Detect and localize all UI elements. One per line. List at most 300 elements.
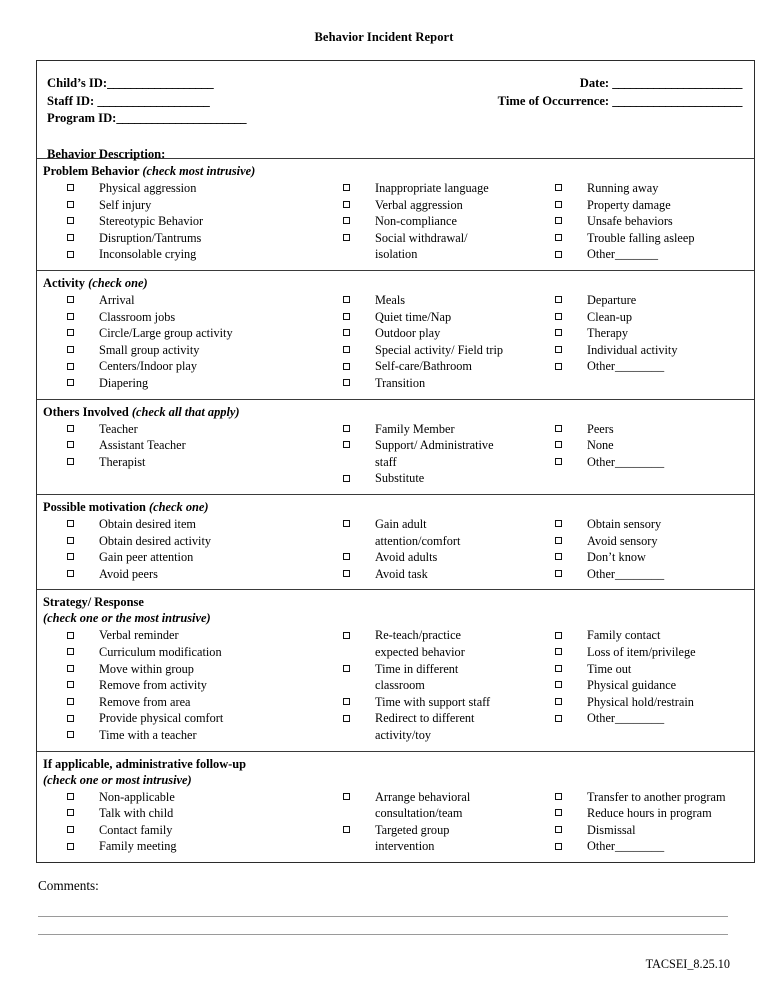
option-column-1 [67, 180, 367, 263]
checkbox-icon[interactable] [555, 537, 562, 544]
option-label: Provide physical comfort [99, 711, 224, 726]
option-label: Disruption/Tantrums [99, 230, 202, 245]
option-columns [37, 292, 754, 395]
option-label: Meals [375, 293, 406, 307]
checkbox-option[interactable] [343, 358, 558, 375]
checkbox-option[interactable] [343, 325, 558, 342]
option-label: Social withdrawal/ [375, 230, 468, 245]
checkbox-icon[interactable] [555, 632, 562, 639]
checkbox-icon[interactable] [555, 329, 562, 336]
option-label: Remove from area [99, 694, 191, 709]
section-possible-motivation [37, 495, 754, 590]
id-field-line[interactable] [47, 75, 246, 93]
option-label: Unsafe behaviors [587, 214, 673, 229]
checkbox-option[interactable] [343, 309, 558, 326]
checkbox-option[interactable] [67, 727, 367, 744]
checkbox-icon[interactable] [555, 425, 562, 432]
checkbox-icon[interactable] [343, 475, 350, 482]
checkbox-option[interactable] [67, 710, 367, 727]
checkbox-option[interactable] [343, 292, 558, 309]
checkbox-icon[interactable] [343, 296, 350, 303]
option-label: Obtain sensory [587, 516, 662, 531]
id-field-blank[interactable]: ______________________ [116, 111, 247, 125]
checkbox-option[interactable] [343, 421, 558, 438]
option-label: Special activity/ Field trip [375, 342, 504, 357]
option-label: Teacher [99, 421, 138, 436]
option-label: Other________ [587, 454, 665, 469]
checkbox-option[interactable] [555, 661, 755, 678]
behavior-description-label: Behavior Description: [47, 147, 166, 161]
checkbox-option[interactable] [67, 789, 367, 806]
checkbox-option[interactable] [555, 246, 755, 263]
checkbox-icon[interactable] [67, 458, 74, 465]
checkbox-icon[interactable] [67, 184, 74, 191]
option-label: Support/ Administrative [375, 438, 494, 453]
checkbox-icon[interactable] [67, 201, 74, 208]
option-label: Family Member [375, 421, 455, 436]
id-field-blank[interactable]: ___________________ [97, 93, 210, 108]
id-field-line[interactable] [498, 93, 742, 111]
checkbox-option[interactable] [67, 197, 367, 214]
option-label: Inappropriate language [375, 181, 489, 195]
section-hint-second-line: (check one or the most intrusive) [43, 611, 211, 626]
checkbox-option[interactable] [67, 325, 367, 342]
checkbox-option[interactable] [67, 516, 367, 533]
identification-section [37, 61, 754, 159]
option-label: Therapy [587, 326, 628, 341]
option-label: Move within group [99, 661, 194, 676]
checkbox-option[interactable] [343, 789, 558, 806]
checkbox-option[interactable] [343, 180, 558, 197]
option-label: Arrival [99, 293, 135, 307]
checkbox-option[interactable] [67, 230, 367, 247]
option-label: consultation/team [375, 806, 463, 821]
option-columns [37, 627, 754, 746]
checkbox-icon[interactable] [555, 793, 562, 800]
option-label: Avoid adults [375, 550, 438, 565]
option-wrapped-text [343, 246, 558, 263]
option-column-1 [67, 516, 367, 582]
section-strategy-response [37, 590, 754, 751]
comments-line-2[interactable] [38, 934, 728, 935]
checkbox-icon[interactable] [67, 379, 74, 386]
checkbox-icon[interactable] [343, 520, 350, 527]
checkbox-option[interactable] [67, 213, 367, 230]
checkbox-option[interactable] [67, 342, 367, 359]
checkbox-icon[interactable] [555, 346, 562, 353]
checkbox-icon[interactable] [67, 681, 74, 688]
option-label: Avoid sensory [587, 533, 658, 548]
checkbox-option[interactable] [343, 822, 558, 839]
checkbox-option[interactable] [555, 292, 755, 309]
checkbox-option[interactable] [67, 309, 367, 326]
section-heading-text: Possible motivation [43, 499, 150, 514]
option-label: Stereotypic Behavior [99, 214, 204, 229]
checkbox-icon[interactable] [67, 731, 74, 738]
option-wrapped-text [343, 677, 558, 694]
checkbox-option[interactable] [67, 454, 367, 471]
checkbox-option[interactable] [555, 309, 755, 326]
option-label: Don’t know [587, 550, 646, 565]
checkbox-icon[interactable] [343, 441, 350, 448]
option-label: None [587, 438, 614, 453]
checkbox-option[interactable] [555, 710, 755, 727]
checkbox-option[interactable] [67, 246, 367, 263]
document-footer: TACSEI_8.25.10 [645, 957, 730, 971]
option-wrapped-text [343, 644, 558, 661]
option-column-3 [555, 292, 755, 375]
id-field-blank[interactable]: ______________________ [612, 76, 742, 90]
checkbox-option[interactable] [67, 421, 367, 438]
checkbox-option[interactable] [343, 627, 558, 644]
section-heading-text: Activity [43, 276, 89, 290]
section-administrative-follow-up [37, 752, 754, 862]
option-label: Family contact [587, 628, 661, 643]
checkbox-icon[interactable] [343, 698, 350, 705]
checkbox-icon[interactable] [67, 715, 74, 722]
id-field-line[interactable] [47, 110, 246, 128]
checkbox-option[interactable] [67, 358, 367, 375]
checkbox-option[interactable] [555, 437, 755, 454]
section-heading-text: If applicable, administrative follow-up [43, 756, 247, 771]
checkbox-option[interactable] [67, 694, 367, 711]
option-label: Non-applicable [99, 789, 175, 804]
checkbox-icon[interactable] [555, 665, 562, 672]
section-hint: (check one) [88, 276, 148, 290]
checkbox-option[interactable] [555, 644, 755, 661]
section-hint: (check one) [149, 499, 209, 514]
checkbox-icon[interactable] [67, 346, 74, 353]
checkbox-icon[interactable] [343, 184, 350, 191]
option-label: Diapering [99, 375, 149, 390]
checkbox-icon[interactable] [67, 217, 74, 224]
option-label: Time out [587, 661, 632, 676]
section-heading [37, 163, 754, 180]
checkbox-option[interactable] [343, 213, 558, 230]
checkbox-option[interactable] [555, 805, 755, 822]
checkbox-option[interactable] [67, 549, 367, 566]
option-label: Other________ [587, 839, 665, 854]
checkbox-option[interactable] [555, 533, 755, 550]
option-label: Other_______ [587, 247, 659, 262]
option-column-3 [555, 421, 755, 471]
option-label: Gain peer attention [99, 550, 194, 565]
option-column-2 [343, 516, 558, 582]
checkbox-option[interactable] [555, 180, 755, 197]
checkbox-icon[interactable] [343, 793, 350, 800]
checkbox-icon[interactable] [67, 251, 74, 258]
checkbox-option[interactable] [343, 470, 558, 487]
checkbox-option[interactable] [343, 342, 558, 359]
checkbox-option[interactable] [343, 375, 558, 392]
checkbox-icon[interactable] [67, 648, 74, 655]
option-wrapped-text [343, 838, 558, 855]
option-label: Other________ [587, 711, 665, 726]
option-label: Inconsolable crying [99, 247, 197, 262]
section-hint-second-line: (check one or most intrusive) [43, 772, 192, 787]
option-label: Substitute [375, 471, 425, 486]
checkbox-icon[interactable] [67, 363, 74, 370]
checkbox-icon[interactable] [343, 665, 350, 672]
id-field-line[interactable] [47, 93, 246, 111]
checkbox-icon[interactable] [343, 379, 350, 386]
checkbox-icon[interactable] [67, 520, 74, 527]
option-label: Avoid peers [99, 566, 158, 581]
option-label: Time with a teacher [99, 727, 197, 742]
checkbox-option[interactable] [67, 822, 367, 839]
checkbox-icon[interactable] [67, 537, 74, 544]
checkbox-option[interactable] [343, 197, 558, 214]
option-label: Dismissal [587, 822, 636, 837]
option-label: isolation [375, 247, 418, 262]
id-field-blank[interactable]: ______________________ [612, 93, 742, 108]
checkbox-icon[interactable] [343, 363, 350, 370]
checkbox-option[interactable] [343, 230, 558, 247]
option-column-2 [343, 421, 558, 487]
checkbox-option[interactable] [555, 421, 755, 438]
option-columns [37, 789, 754, 858]
option-label: Obtain desired activity [99, 533, 212, 548]
checkbox-icon[interactable] [343, 570, 350, 577]
checkbox-icon[interactable] [555, 458, 562, 465]
checkbox-icon[interactable] [555, 570, 562, 577]
checkbox-option[interactable] [67, 627, 367, 644]
option-column-2 [343, 292, 558, 392]
option-label: Circle/Large group activity [99, 326, 233, 341]
checkbox-icon[interactable] [67, 570, 74, 577]
checkbox-option[interactable] [555, 789, 755, 806]
id-field-blank[interactable]: __________________ [107, 76, 214, 90]
checkbox-icon[interactable] [343, 425, 350, 432]
checkbox-option[interactable] [343, 549, 558, 566]
checkbox-option[interactable] [555, 566, 755, 583]
checkbox-icon[interactable] [555, 184, 562, 191]
option-columns [37, 421, 754, 490]
option-label: attention/comfort [375, 533, 461, 548]
section-heading [37, 756, 754, 773]
checkbox-option[interactable] [67, 677, 367, 694]
checkbox-option[interactable] [555, 838, 755, 855]
section-hint: (check all that apply) [131, 404, 240, 419]
checkbox-icon[interactable] [67, 793, 74, 800]
checkbox-icon[interactable] [555, 648, 562, 655]
option-label: Property damage [587, 197, 671, 212]
option-label: Verbal reminder [99, 628, 179, 643]
checkbox-option[interactable] [555, 822, 755, 839]
checkbox-icon[interactable] [343, 217, 350, 224]
checkbox-option[interactable] [67, 661, 367, 678]
option-column-1 [67, 789, 367, 855]
checkbox-icon[interactable] [555, 809, 562, 816]
option-label: Redirect to different [375, 711, 475, 726]
option-label: Targeted group [375, 822, 450, 837]
option-label: activity/toy [375, 727, 432, 742]
option-label: Re-teach/practice [375, 628, 462, 643]
checkbox-icon[interactable] [555, 217, 562, 224]
option-label: Obtain desired item [99, 516, 196, 531]
checkbox-icon[interactable] [555, 296, 562, 303]
option-label: Peers [587, 421, 614, 436]
checkbox-icon[interactable] [343, 715, 350, 722]
checkbox-option[interactable] [67, 805, 367, 822]
comments-label: Comments: [38, 878, 99, 893]
option-column-2 [343, 789, 558, 855]
checkbox-icon[interactable] [67, 441, 74, 448]
checkbox-icon[interactable] [343, 826, 350, 833]
checkbox-icon[interactable] [555, 441, 562, 448]
checkbox-option[interactable] [555, 694, 755, 711]
checkbox-option[interactable] [555, 230, 755, 247]
checkbox-icon[interactable] [67, 843, 74, 850]
checkbox-icon[interactable] [343, 313, 350, 320]
option-label: expected behavior [375, 644, 465, 659]
checkbox-option[interactable] [67, 533, 367, 550]
option-label: Small group activity [99, 342, 200, 357]
checkbox-icon[interactable] [555, 251, 562, 258]
option-label: Physical hold/restrain [587, 694, 694, 709]
id-field-line[interactable] [498, 75, 742, 93]
checkbox-option[interactable] [67, 838, 367, 855]
option-label: Other________ [587, 359, 665, 374]
section-heading [37, 594, 754, 611]
checkbox-option[interactable] [67, 375, 367, 392]
checkbox-icon[interactable] [555, 201, 562, 208]
checkbox-option[interactable] [67, 180, 367, 197]
behavior-incident-form [36, 60, 755, 863]
option-label: Transfer to another program [587, 789, 726, 804]
checkbox-icon[interactable] [343, 346, 350, 353]
checkbox-icon[interactable] [343, 201, 350, 208]
checkbox-option[interactable] [67, 292, 367, 309]
section-activity [37, 271, 754, 400]
option-column-1 [67, 292, 367, 392]
checkbox-icon[interactable] [555, 826, 562, 833]
checkbox-icon[interactable] [67, 826, 74, 833]
option-label: Assistant Teacher [99, 438, 186, 453]
section-hint: (check most intrusive) [142, 164, 256, 178]
id-field-label: Child’s ID: [47, 76, 108, 90]
option-columns [37, 516, 754, 585]
checkbox-option[interactable] [343, 710, 558, 727]
checkbox-icon[interactable] [67, 296, 74, 303]
checkbox-option[interactable] [343, 516, 558, 533]
checkbox-icon[interactable] [343, 234, 350, 241]
checkbox-icon[interactable] [67, 425, 74, 432]
option-column-3 [555, 516, 755, 582]
id-field-label: Program ID: [47, 111, 117, 125]
option-label: classroom [375, 678, 425, 693]
option-label: Centers/Indoor play [99, 359, 198, 374]
checkbox-icon[interactable] [343, 553, 350, 560]
checkbox-option[interactable] [67, 566, 367, 583]
checkbox-option[interactable] [343, 661, 558, 678]
option-wrapped-text [343, 533, 558, 550]
identification-left-fields [47, 75, 246, 128]
checkbox-icon[interactable] [555, 313, 562, 320]
checkbox-option[interactable] [67, 437, 367, 454]
option-label: Trouble falling asleep [587, 230, 695, 245]
identification-right-fields [498, 75, 742, 110]
checkbox-icon[interactable] [343, 329, 350, 336]
option-label: Self injury [99, 197, 152, 212]
option-label: Departure [587, 293, 637, 307]
option-columns [37, 180, 754, 266]
checkbox-icon[interactable] [555, 681, 562, 688]
checkbox-icon[interactable] [555, 520, 562, 527]
option-label: Classroom jobs [99, 309, 176, 324]
option-label: Avoid task [375, 566, 428, 581]
option-wrapped-text [343, 454, 558, 471]
checkbox-icon[interactable] [555, 234, 562, 241]
option-label: Therapist [99, 454, 146, 469]
option-label: Quiet time/Nap [375, 309, 452, 324]
checkbox-option[interactable] [67, 644, 367, 661]
checkbox-option[interactable] [555, 454, 755, 471]
section-others-involved [37, 400, 754, 495]
checkbox-icon[interactable] [67, 553, 74, 560]
checkbox-icon[interactable] [67, 698, 74, 705]
option-label: Reduce hours in program [587, 806, 712, 821]
option-column-3 [555, 180, 755, 263]
checkbox-icon[interactable] [555, 698, 562, 705]
checkbox-icon[interactable] [555, 363, 562, 370]
checkbox-icon[interactable] [555, 715, 562, 722]
option-label: Remove from activity [99, 678, 207, 693]
checkbox-option[interactable] [555, 325, 755, 342]
checkbox-option[interactable] [555, 549, 755, 566]
checkbox-option[interactable] [555, 342, 755, 359]
checkbox-icon[interactable] [67, 665, 74, 672]
option-wrapped-text [343, 805, 558, 822]
checkbox-icon[interactable] [67, 809, 74, 816]
option-label: intervention [375, 839, 435, 854]
checkbox-icon[interactable] [555, 843, 562, 850]
option-label: Time in different [375, 661, 459, 676]
checkbox-option[interactable] [343, 694, 558, 711]
checkbox-option[interactable] [555, 516, 755, 533]
option-label: Physical guidance [587, 678, 677, 693]
option-label: Time with support staff [375, 694, 491, 709]
checkbox-option[interactable] [555, 358, 755, 375]
option-column-3 [555, 627, 755, 727]
checklist-sections [37, 159, 754, 862]
checkbox-option[interactable] [555, 197, 755, 214]
option-label: Contact family [99, 822, 173, 837]
checkbox-option[interactable] [343, 566, 558, 583]
checkbox-option[interactable] [555, 677, 755, 694]
section-heading [37, 275, 754, 292]
checkbox-icon[interactable] [343, 632, 350, 639]
option-wrapped-text [343, 727, 558, 744]
checkbox-icon[interactable] [555, 553, 562, 560]
option-label: staff [375, 454, 397, 469]
id-field-label: Date: [579, 76, 613, 90]
section-heading [37, 499, 754, 516]
checkbox-icon[interactable] [67, 313, 74, 320]
option-label: Outdoor play [375, 326, 441, 341]
option-label: Running away [587, 181, 659, 195]
checkbox-option[interactable] [555, 213, 755, 230]
comments-line-1[interactable] [38, 916, 728, 917]
checkbox-option[interactable] [555, 627, 755, 644]
id-field-label: Staff ID: [47, 93, 98, 108]
section-heading-text: Problem Behavior [43, 164, 143, 178]
checkbox-icon[interactable] [67, 329, 74, 336]
section-heading-text: Others Involved [43, 404, 132, 419]
checkbox-icon[interactable] [67, 234, 74, 241]
checkbox-icon[interactable] [67, 632, 74, 639]
checkbox-option[interactable] [343, 437, 558, 454]
